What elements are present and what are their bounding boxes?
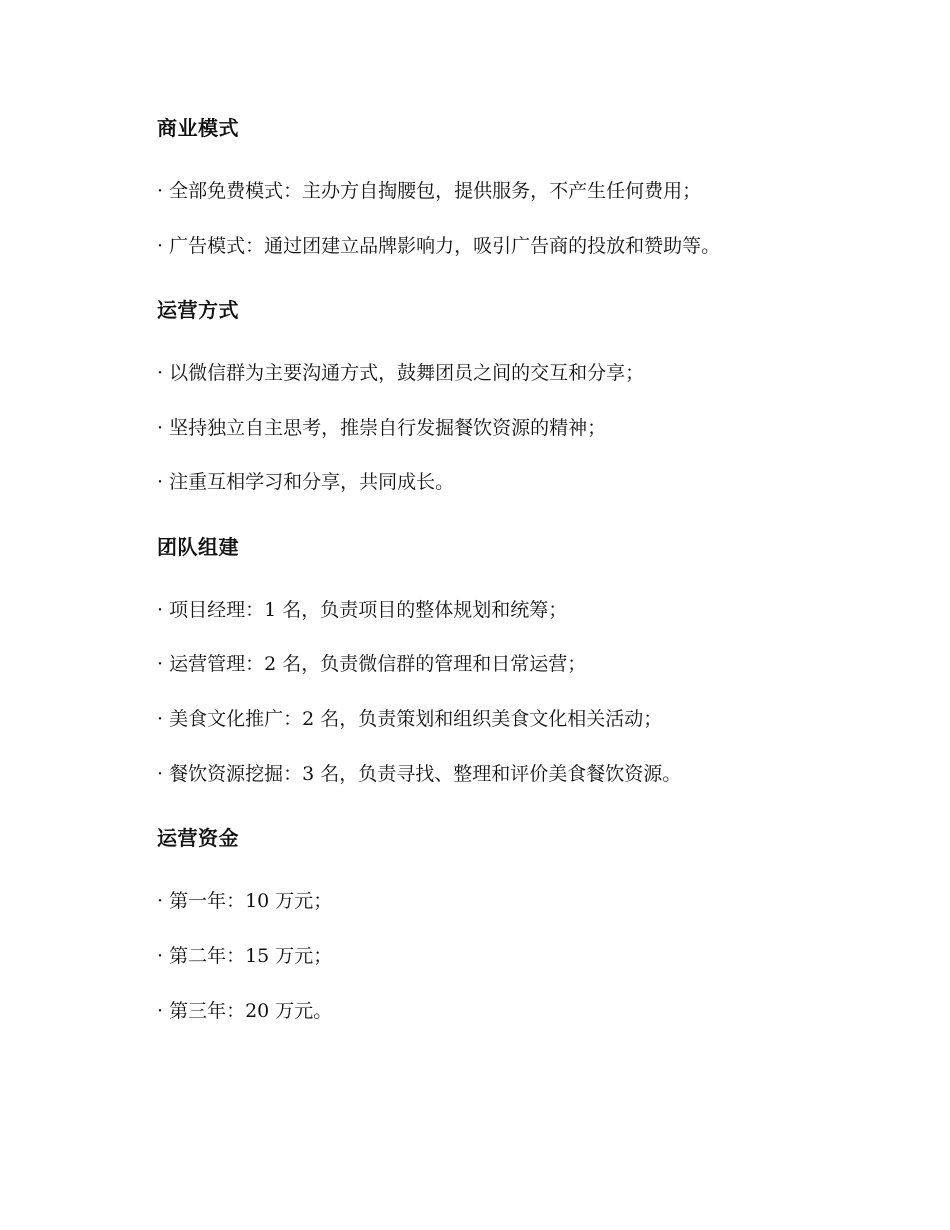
bullet-item: · 坚持独立自主思考，推崇自行发掘餐饮资源的精神；	[157, 416, 607, 439]
bullet-item: · 注重互相学习和分享，共同成长。	[157, 471, 455, 494]
bullet-item: · 美食文化推广：2 名，负责策划和组织美食文化相关活动；	[157, 708, 663, 730]
section-operation-method	[157, 292, 857, 510]
document-content	[157, 110, 857, 1038]
bullet-item: · 餐饮资源挖掘：3 名，负责寻找、整理和评价美食餐饮资源。	[157, 762, 682, 785]
bullet-list	[157, 874, 857, 1038]
section-team-building	[157, 529, 857, 802]
bullet-item: · 以微信群为主要沟通方式，鼓舞团员之间的交互和分享；	[157, 361, 645, 384]
section-business-model	[157, 110, 857, 273]
bullet-item: · 全部免费模式：主办方自掏腰包，提供服务，不产生任何费用；	[157, 179, 702, 202]
bullet-list	[157, 583, 857, 802]
bullet-item: · 第三年：20 万元。	[157, 999, 333, 1022]
bullet-list	[157, 164, 857, 274]
section-title: 运营资金	[157, 826, 239, 851]
section-operating-funds	[157, 820, 857, 1038]
section-title: 商业模式	[157, 116, 239, 140]
bullet-item: · 第一年：10 万元；	[157, 890, 333, 912]
bullet-item: · 第二年：15 万元；	[157, 944, 333, 967]
section-title: 运营方式	[157, 298, 239, 322]
bullet-list	[157, 346, 857, 510]
section-title: 团队组建	[157, 534, 239, 559]
bullet-item: · 项目经理：1 名，负责项目的整体规划和统筹；	[157, 598, 568, 621]
bullet-item: · 运营管理：2 名，负责微信群的管理和日常运营；	[157, 653, 587, 676]
bullet-item: · 广告模式：通过团建立品牌影响力，吸引广告商的投放和赞助等。	[157, 234, 721, 257]
